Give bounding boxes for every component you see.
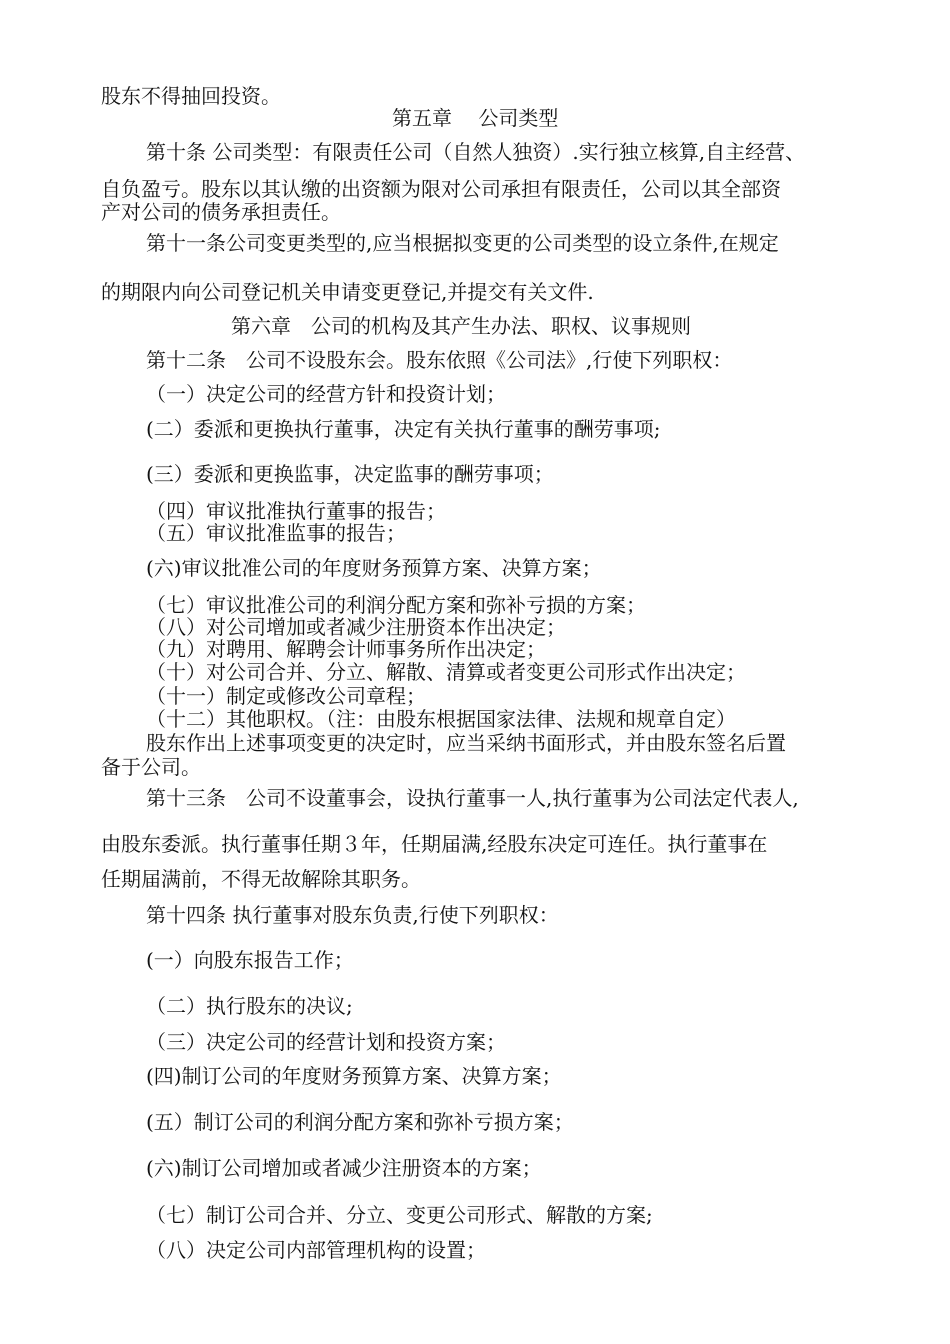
list-item: （七）审议批准公司的利润分配方案和弥补亏损的方案；: [146, 593, 646, 617]
list-item: （四）审议批准执行董事的报告；: [146, 499, 446, 523]
text-line: 股东作出上述事项变更的决定时，应当采纳书面形式，并由股东签名后置: [146, 731, 786, 755]
list-item: （八）决定公司内部管理机构的设置；: [146, 1238, 486, 1262]
list-item: （十）对公司合并、分立、解散、清算或者变更公司形式作出决定；: [146, 660, 746, 684]
text-line: 任期届满前，不得无故解除其职务。: [101, 867, 421, 891]
list-item: （七）制订公司合并、分立、变更公司形式、解散的方案;: [146, 1203, 653, 1227]
text-line: 的期限内向公司登记机关申请变更登记,并提交有关文件.: [101, 280, 594, 304]
list-item: （二）执行股东的决议;: [146, 994, 353, 1018]
list-item: （九）对聘用、解聘会计师事务所作出决定；: [146, 637, 546, 661]
text-line: 自负盈亏。股东以其认缴的出资额为限对公司承担有限责任，公司以其全部资: [101, 177, 781, 201]
text-line: 第十二条 公司不设股东会。股东依照《公司法》,行使下列职权：: [146, 348, 733, 372]
list-item: (三）委派和更换监事，决定监事的酬劳事项；: [146, 462, 554, 486]
list-item: （三）决定公司的经营计划和投资方案；: [146, 1030, 506, 1054]
list-item: (四)制订公司的年度财务预算方案、决算方案；: [146, 1064, 562, 1088]
chapter-heading: 第六章 公司的机构及其产生办法、职权、议事规则: [231, 314, 691, 338]
text-line: 第十一条公司变更类型的,应当根据拟变更的公司类型的设立条件,在规定: [146, 231, 779, 255]
text-line: 第十条 公司类型：有限责任公司（自然人独资）.实行独立核算,自主经营、: [146, 140, 806, 164]
list-item: (一）向股东报告工作；: [146, 948, 354, 972]
text-line: 由股东委派。执行董事任期３年，任期届满,经股东决定可连任。执行董事在: [101, 832, 768, 856]
text-line: 第十四条 执行董事对股东负责,行使下列职权：: [146, 903, 559, 927]
list-item: （五）审议批准监事的报告；: [146, 521, 406, 545]
text-line: 股东不得抽回投资。: [101, 84, 281, 108]
list-item: (六)制订公司增加或者减少注册资本的方案；: [146, 1156, 542, 1180]
list-item: (五）制订公司的利润分配方案和弥补亏损方案；: [146, 1110, 574, 1134]
list-item: (二）委派和更换执行董事，决定有关执行董事的酬劳事项;: [146, 417, 661, 441]
list-item: （十一）制定或修改公司章程；: [146, 684, 426, 708]
chapter-heading: 第五章 公司类型: [392, 106, 559, 130]
list-item: （十二）其他职权。（注：由股东根据国家法律、法规和规章自定）: [146, 707, 736, 731]
list-item: (六)审议批准公司的年度财务预算方案、决算方案；: [146, 556, 602, 580]
text-line: 产对公司的债务承担责任。: [101, 200, 341, 224]
text-line: 备于公司。: [101, 755, 201, 779]
text-line: 第十三条 公司不设董事会，设执行董事一人,执行董事为公司法定代表人,: [146, 786, 799, 810]
list-item: （八）对公司增加或者减少注册资本作出决定；: [146, 615, 566, 639]
list-item: （一）决定公司的经营方针和投资计划；: [146, 382, 506, 406]
